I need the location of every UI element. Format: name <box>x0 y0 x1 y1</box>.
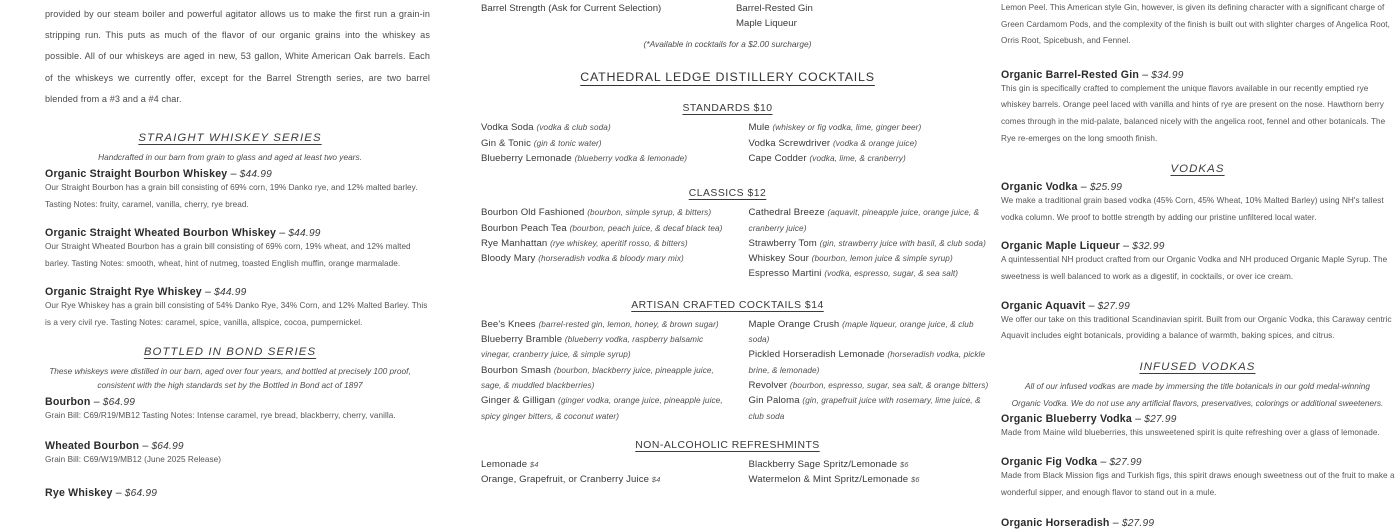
barrel-strength-line: Barrel Strength (Ask for Current Selection) <box>481 3 662 14</box>
drink-name: Lemonade <box>481 458 528 470</box>
intro-paragraph: provided by our steam boiler and powerful agitator allows us to make the first run a grain-in stripping run. This puts as much of the flavor of our organic grains into the whiskey as possible. All of our whiskeys are aged in new, 53 gallon, White American Oak barrels. Each of the whiskeys we currently offer, except for the Barrel Strength series, are two barrel blended from a #3 and a #4 char. <box>45 9 430 104</box>
category-heading-classics: CLASSICS $12 <box>688 188 767 200</box>
item-description: Grain Bill: C69/R19/MB12 Tasting Notes: Intense caramel, rye bread, blackberry, cherry, vanilla. <box>45 410 396 420</box>
spirit-item <box>1001 181 1398 226</box>
drink-name: Orange, Grapefruit, or Cranberry Juice <box>481 474 650 486</box>
item-description: Made from Black Mission figs and Turkish figs, this spirit draws enough sweetness out of the fruit to make a wonderful sipper, and enough flavor to stand out in a mule. <box>1001 471 1395 497</box>
item-heading <box>1001 456 1398 468</box>
item-description: Our Straight Bourbon has a grain bill consisting of 69% corn, 19% Danko rye, and 12% malted barley. Tasting Notes: fruity, caramel, vanilla, cherry, rye bread. <box>45 183 418 209</box>
item-dash: – <box>1080 181 1087 194</box>
item-heading <box>45 487 430 499</box>
item-heading <box>45 286 430 298</box>
drink-name: Blueberry Bramble <box>481 334 563 346</box>
standards-list <box>460 120 995 166</box>
item-name: Organic Horseradish <box>1001 516 1110 529</box>
drink-ingredients: (gin, strawberry juice with basil, & club soda) <box>819 238 986 248</box>
drink-ingredients: (vodka, lime, & cranberry) <box>809 154 906 163</box>
item-heading <box>1001 517 1398 529</box>
drink-ingredients: (bourbon, simple syrup, & bitters) <box>587 208 712 218</box>
category-heading-non-alcoholic: NON-ALCOHOLIC REFRESHMINTS <box>635 439 820 451</box>
barrel-rested-gin-line: Barrel-Rested Gin <box>736 3 813 14</box>
drink-name: Bee's Knees <box>481 318 536 330</box>
item-heading <box>45 440 430 452</box>
category-heading-standards: STANDARDS $10 <box>682 103 773 115</box>
item-price: $64.99 <box>102 396 136 408</box>
drink-name: Bourbon Old Fashioned <box>481 207 585 219</box>
drink-item <box>481 457 728 472</box>
non-alcoholic-right <box>728 457 996 488</box>
item-name: Organic Maple Liqueur <box>1001 240 1120 253</box>
drink-ingredients: (blueberry vodka & lemonade) <box>574 154 688 163</box>
item-dash: – <box>279 227 286 240</box>
drink-item <box>481 236 728 251</box>
drink-ingredients: (barrel-rested gin, lemon, honey, & brown sugar) <box>538 319 719 329</box>
drink-name: Strawberry Tom <box>748 237 817 249</box>
item-dash: – <box>1112 516 1119 529</box>
item-description: Grain Bill: C69/W19/MB12 (June 2025 Release) <box>45 455 222 465</box>
item-price: $64.99 <box>124 487 158 499</box>
drink-item <box>481 251 728 266</box>
drink-name: Ginger & Gilligan <box>481 395 556 407</box>
item-price: $25.99 <box>1089 182 1123 194</box>
item-description: This gin is specifically crafted to complement the unique flavors available in our recently emptied rye whiskey barrels. Orange peel laced with vanilla and hints of rye are present on the nose. Hawthorn berry comes through in the mid-palate, balanced nicely with the angelica root, fennel and other botanicals. The Rye re-emerges on the long smooth finish. <box>1001 83 1386 143</box>
bottled-in-bond-subheading-line1: These whiskeys were distilled in our barn, aged over four years, and bottled at precisely 100 proof, <box>49 365 411 376</box>
item-price: $27.99 <box>1097 300 1131 312</box>
drink-item <box>481 332 728 363</box>
infused-vodkas-subheading-line1: All of our infused vodkas are made by immersing the title botanicals in our gold medal-winning <box>1025 380 1370 391</box>
item-name: Organic Barrel-Rested Gin <box>1001 68 1140 81</box>
drink-name: Vodka Screwdriver <box>748 137 831 149</box>
item-name: Rye Whiskey <box>45 486 113 499</box>
drink-ingredients: (bourbon, blackberry juice, pineapple juice, sage, & muddled blackberries) <box>481 365 714 390</box>
item-price: $44.99 <box>214 287 247 299</box>
item-price: $32.99 <box>1132 241 1165 253</box>
item-price: $34.99 <box>1151 69 1184 81</box>
drink-item <box>481 317 728 332</box>
drink-item <box>749 347 996 378</box>
drink-name: Whiskey Sour <box>748 253 809 265</box>
artisan-left <box>460 317 728 424</box>
item-price: $44.99 <box>239 169 272 181</box>
item-name: Organic Blueberry Vodka <box>1001 412 1132 425</box>
drink-name: Maple Orange Crush <box>748 318 840 330</box>
drink-name: Bourbon Peach Tea <box>481 222 567 234</box>
non-alcoholic-left <box>460 457 728 488</box>
artisan-list <box>460 317 995 424</box>
distilled-spirits-row <box>460 1 995 31</box>
drink-price: $4 <box>529 459 539 469</box>
item-heading <box>45 168 430 180</box>
drink-ingredients: (vodka, espresso, sugar, & sea salt) <box>824 269 959 279</box>
standards-right <box>728 120 996 166</box>
item-dash: – <box>1135 412 1142 425</box>
drink-item <box>749 151 996 166</box>
spirit-item <box>1001 69 1398 147</box>
item-name: Organic Fig Vodka <box>1001 456 1098 469</box>
item-dash: – <box>230 168 237 181</box>
item-heading <box>1001 181 1398 193</box>
bond-item <box>45 396 430 425</box>
item-name: Organic Vodka <box>1001 181 1078 194</box>
drink-ingredients: (gin, grapefruit juice with rosemary, lime juice, & club soda <box>748 396 981 421</box>
spirit-item <box>1001 240 1398 285</box>
classics-right <box>728 205 996 281</box>
drink-ingredients: (bourbon, peach juice, & decaf black tea) <box>569 223 723 233</box>
drink-ingredients: (whiskey or fig vodka, lime, ginger beer) <box>772 123 922 133</box>
left-column <box>0 0 460 500</box>
drink-name: Bourbon Smash <box>481 364 552 376</box>
drink-item <box>749 317 996 348</box>
infused-vodkas-subheading-line2: Organic Vodka. We do not use any artificial flavors, preservatives, colorings or additional sweeteners. <box>1011 397 1384 408</box>
right-column <box>995 0 1400 529</box>
item-name: Wheated Bourbon <box>45 440 140 453</box>
drink-name: Blueberry Lemonade <box>481 153 572 164</box>
item-description: A quintessential NH product crafted from our Organic Vodka and NH produced Organic Maple Syrup. The sweetness is well balanced to work as a digestif, in cocktails, or over ice cream. <box>1001 255 1388 281</box>
item-description: Made from Maine wild blueberries, this unsweetened spirit is quite refreshing over a glass of lemonade. <box>1001 427 1380 437</box>
drink-item <box>481 205 728 220</box>
drink-name: Espresso Martini <box>748 268 822 280</box>
drink-price: $4 <box>651 475 661 485</box>
drink-item <box>749 457 996 472</box>
drink-ingredients: (rye whiskey, aperitif rosso, & bitters) <box>550 238 688 248</box>
item-dash: – <box>1142 68 1149 81</box>
spirit-item <box>1001 517 1398 529</box>
item-price: $27.99 <box>1121 517 1155 529</box>
item-description: We offer our take on this traditional Scandinavian spirit. Built from our Organic Vodka, this Caraway centric Aquavit includes eight botanicals, providing a balance of warmth, baking spices, and citrus. <box>1001 314 1392 341</box>
drink-name: Pickled Horseradish Lemonade <box>748 349 885 361</box>
drink-ingredients: (vodka & club soda) <box>536 123 611 133</box>
drink-name: Gin & Tonic <box>481 137 531 149</box>
item-dash: – <box>1123 240 1130 253</box>
drink-ingredients: (bourbon, espresso, sugar, sea salt, & orange bitters) <box>789 380 989 390</box>
item-name: Bourbon <box>45 395 91 408</box>
item-description: Our Straight Wheated Bourbon has a grain bill consisting of 69% corn, 19% wheat, and 12% malted barley. Tasting Notes: smooth, wheat, hint of nutmeg, toasted English muffin, orange marmalade. <box>45 242 411 268</box>
item-heading <box>1001 240 1398 252</box>
drink-item <box>481 136 728 151</box>
drink-ingredients: (aquavit, pineapple juice, orange juice, & cranberry juice) <box>748 208 980 233</box>
item-dash: – <box>1088 299 1095 312</box>
drink-ingredients: (vodka & orange juice) <box>832 138 918 148</box>
item-name: Organic Aquavit <box>1001 299 1086 312</box>
maple-liqueur-line: Maple Liqueur <box>736 18 797 30</box>
surcharge-note: (*Available in cocktails for a $2.00 surcharge) <box>643 39 812 50</box>
item-name: Organic Straight Bourbon Whiskey <box>45 168 228 181</box>
drink-item <box>749 251 996 266</box>
item-dash: – <box>115 486 122 499</box>
drink-item <box>481 120 728 135</box>
classics-left <box>460 205 728 281</box>
infused-vodkas-heading: INFUSED VODKAS <box>1139 360 1256 373</box>
drink-item <box>481 221 728 236</box>
drink-name: Vodka Soda <box>481 122 534 134</box>
item-dash: – <box>1100 456 1107 469</box>
drink-ingredients: (gin & tonic water) <box>533 138 602 148</box>
vodkas-heading: VODKAS <box>1170 163 1225 176</box>
drink-item <box>749 266 996 281</box>
drink-name: Blackberry Sage Spritz/Lemonade <box>748 458 898 470</box>
drink-ingredients: (bourbon, lemon juice & simple syrup) <box>811 254 953 264</box>
spirit-item <box>1001 300 1398 345</box>
item-price: $64.99 <box>151 441 184 453</box>
item-heading <box>1001 413 1398 425</box>
drink-name: Revolver <box>748 379 788 391</box>
item-dash: – <box>142 440 149 453</box>
drink-ingredients: (horseradish vodka, pickle brine, & lemonade) <box>748 350 986 375</box>
bottled-in-bond-subheading-line2: consistent with the high standards set by the Bottled in Bond act of 1897 <box>97 379 363 390</box>
artisan-right <box>728 317 996 424</box>
middle-column <box>460 0 995 500</box>
category-heading-artisan: ARTISAN CRAFTED COCKTAILS $14 <box>631 299 824 311</box>
whiskey-item <box>45 286 430 331</box>
item-name: Organic Straight Rye Whiskey <box>45 286 202 299</box>
drink-ingredients: (blueberry vodka, raspberry balsamic vinegar, cranberry juice, & simple syrup) <box>481 335 704 360</box>
drink-price: $6 <box>910 475 920 485</box>
standards-left <box>460 120 728 166</box>
item-dash: – <box>205 286 211 299</box>
gin-continuation-paragraph: Lemon Peel. This American style Gin, however, is given its defining character with a significant charge of Green Cardamom Pods, and the complexity of the finish is built out with slighter charges of Angelica Root, Orris Root, Spicebush, and Fennel. <box>1001 3 1390 46</box>
drink-name: Cape Codder <box>748 153 807 164</box>
non-alcoholic-list <box>460 457 995 488</box>
drink-name: Gin Paloma <box>748 395 800 407</box>
drink-item <box>481 472 728 487</box>
item-price: $27.99 <box>1109 457 1142 469</box>
bond-item <box>45 487 430 499</box>
whiskey-item <box>45 227 430 272</box>
drink-item <box>481 151 728 166</box>
item-description: Our Rye Whiskey has a grain bill consisting of 54% Danko Rye, 34% Corn, and 12% Malted Barley. This is a very civil rye. Tasting Notes: caramel, spice, vanilla, allspice, cocoa, pumpernickel. <box>45 301 428 327</box>
drink-item <box>749 120 996 135</box>
straight-whiskey-series-subheading: Handcrafted in our barn from grain to glass and aged at least two years. <box>98 152 362 163</box>
drink-item <box>749 136 996 151</box>
item-dash: – <box>93 395 100 408</box>
spirit-item <box>1001 456 1398 501</box>
bond-item <box>45 440 430 469</box>
item-heading <box>45 227 430 239</box>
drink-item <box>481 393 728 424</box>
item-heading <box>1001 300 1398 312</box>
drink-item <box>749 378 996 393</box>
bottled-in-bond-heading: BOTTLED IN BOND SERIES <box>143 345 317 358</box>
item-description: We make a traditional grain based vodka (45% Corn, 45% Wheat, 10% Malted Barley) using NH's tallest vodka column. We proof to bottle strength by adding our pristine unfiltered local water. <box>1001 196 1384 222</box>
drink-item <box>749 393 996 424</box>
drink-item <box>749 236 996 251</box>
drink-item <box>481 363 728 394</box>
spirit-item <box>1001 413 1398 442</box>
item-name: Organic Straight Wheated Bourbon Whiskey <box>45 227 277 240</box>
drink-ingredients: (ginger vodka, orange juice, pineapple juice, spicy ginger bitters, & coconut water) <box>481 396 723 421</box>
drink-item <box>749 472 996 487</box>
item-heading <box>45 396 430 408</box>
drink-ingredients: (horseradish vodka & bloody mary mix) <box>538 254 684 264</box>
drink-name: Mule <box>748 122 770 134</box>
drink-name: Cathedral Breeze <box>748 207 825 219</box>
whiskey-item <box>45 168 430 213</box>
drink-price: $6 <box>899 459 909 469</box>
item-price: $27.99 <box>1144 413 1177 425</box>
classics-list <box>460 205 995 281</box>
drink-item <box>749 205 996 236</box>
drink-name: Rye Manhattan <box>481 237 548 249</box>
cocktails-title: CATHEDRAL LEDGE DISTILLERY COCKTAILS <box>580 70 875 85</box>
drink-ingredients: (maple liqueur, orange juice, & club soda) <box>748 319 974 345</box>
drink-name: Watermelon & Mint Spritz/Lemonade <box>748 474 909 486</box>
item-price: $44.99 <box>288 228 321 240</box>
item-heading <box>1001 69 1398 81</box>
straight-whiskey-series-heading: STRAIGHT WHISKEY SERIES <box>138 132 322 145</box>
drink-name: Bloody Mary <box>481 253 536 265</box>
